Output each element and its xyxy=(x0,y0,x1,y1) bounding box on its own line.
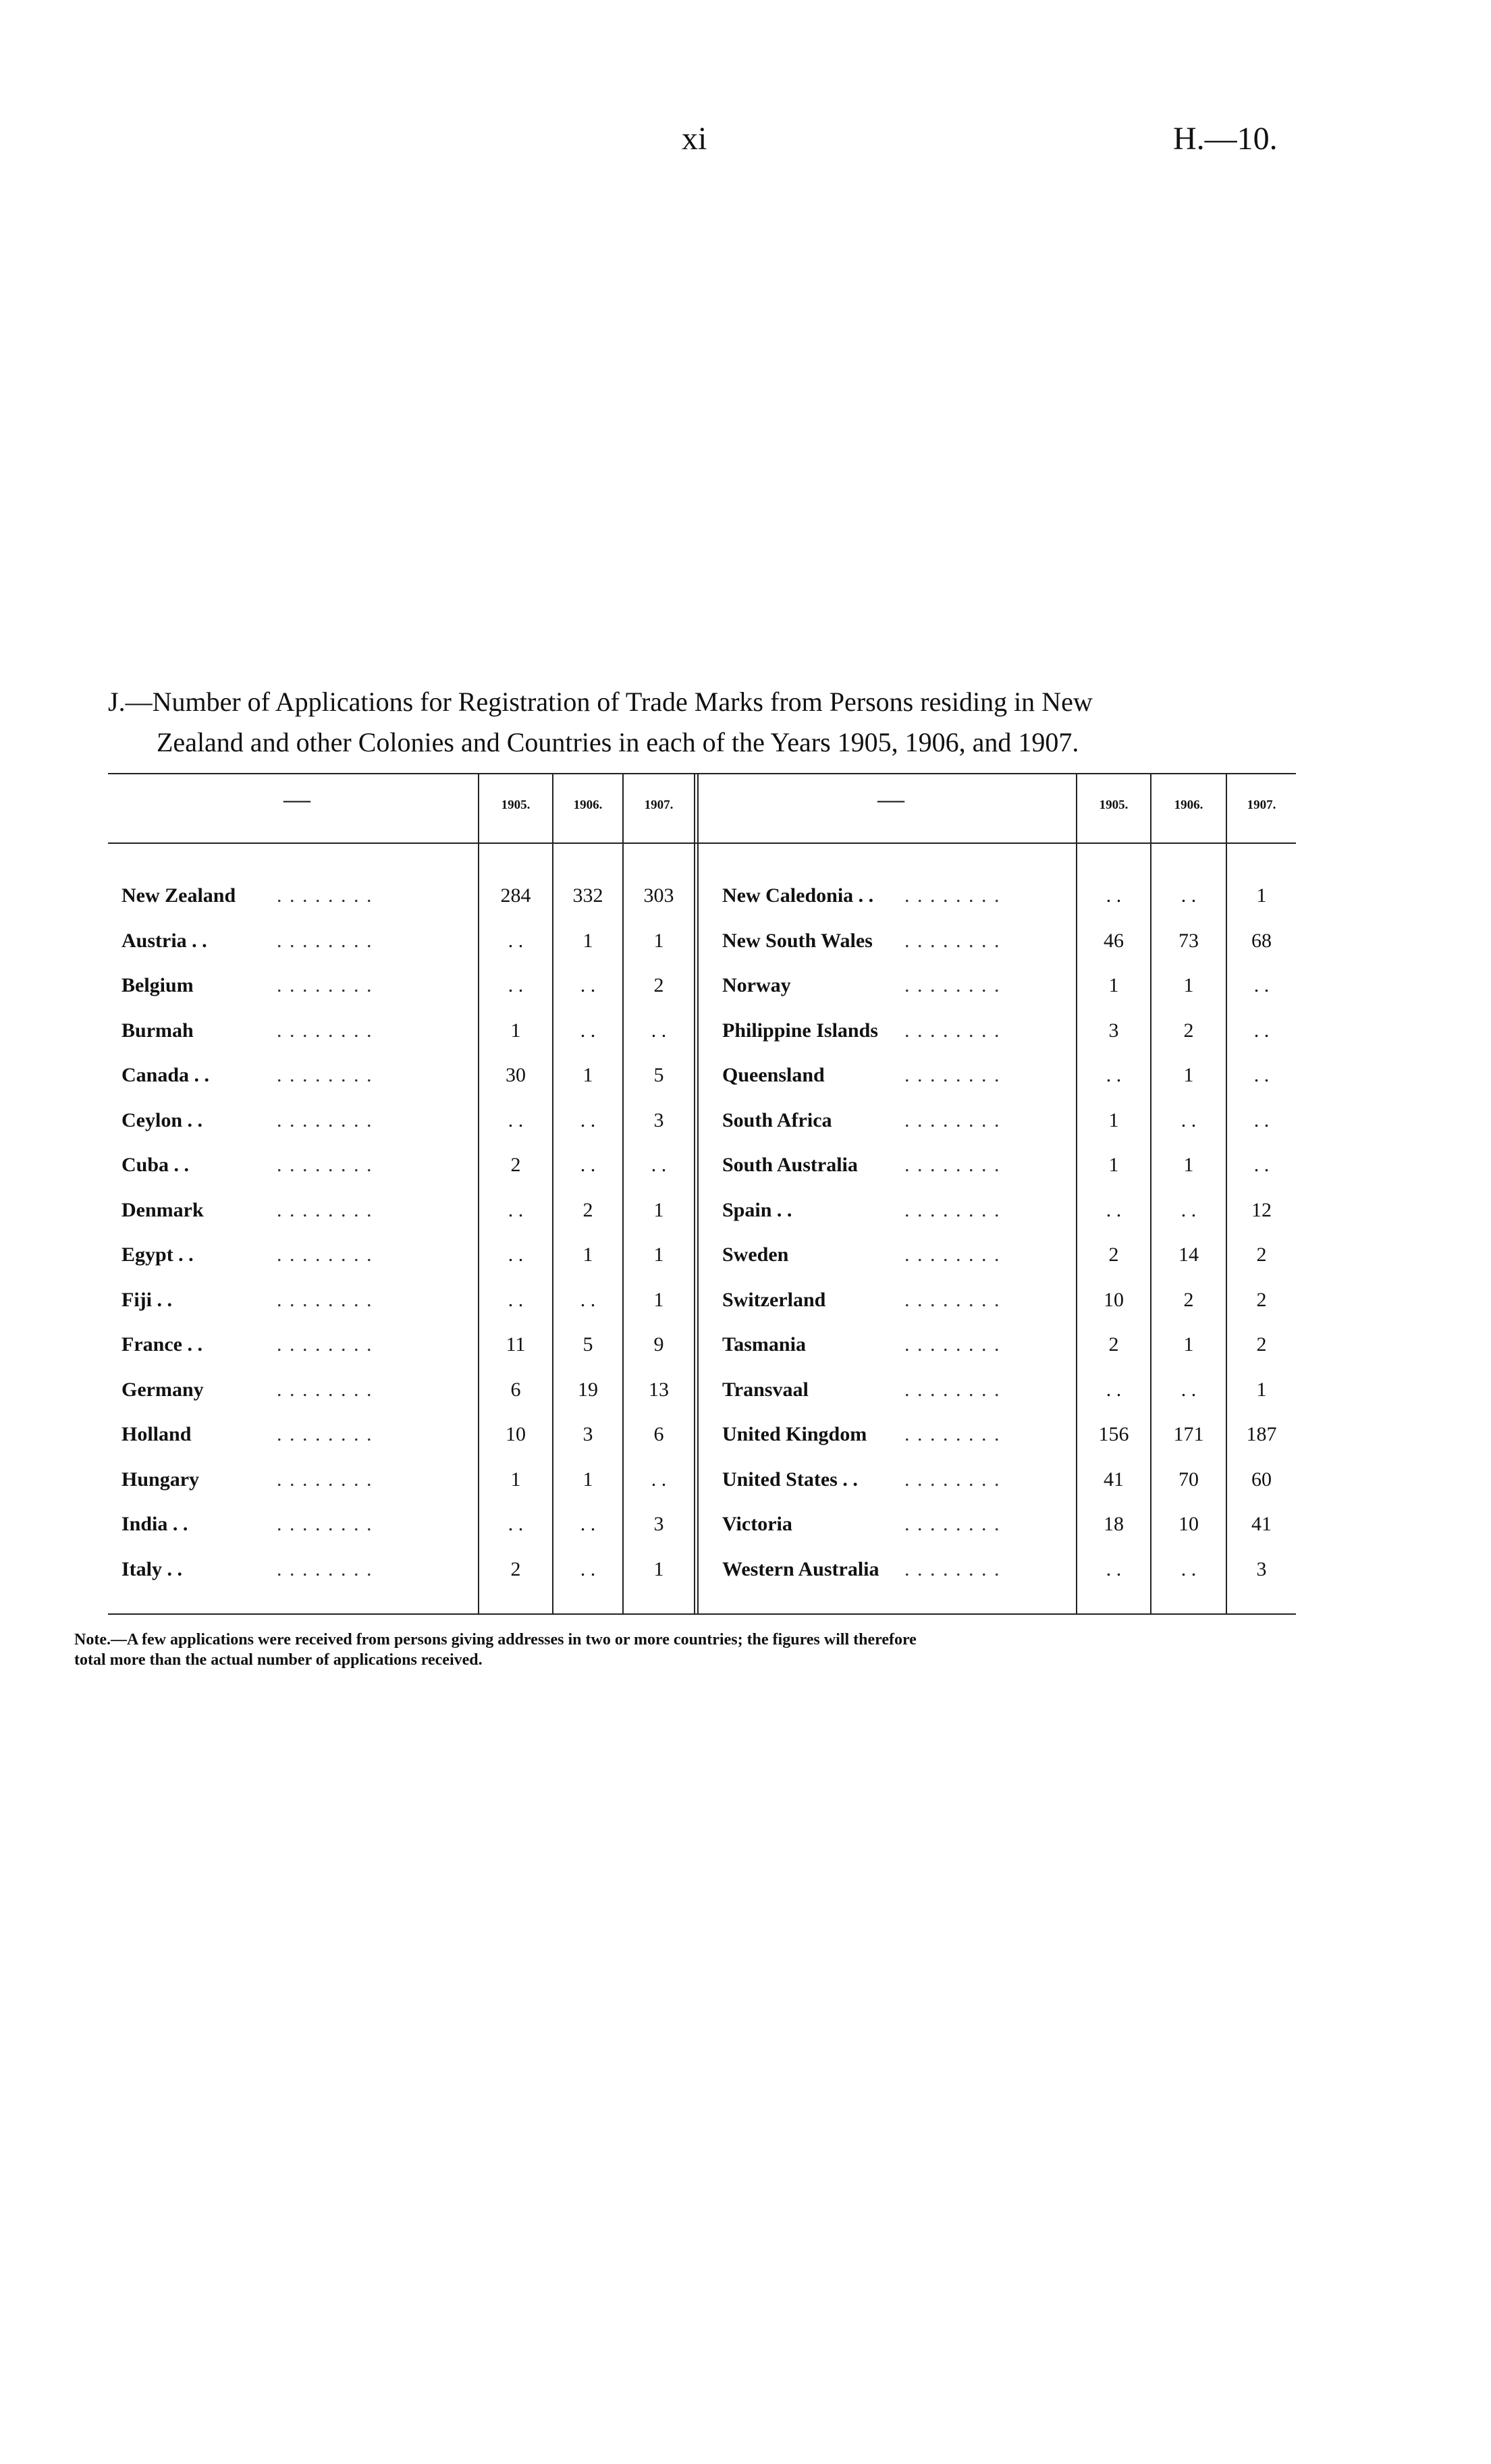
value-1906: . . xyxy=(580,974,596,996)
country-name: Sweden xyxy=(722,1243,789,1266)
value-1906: 3 xyxy=(582,1423,593,1445)
country-name: South Africa xyxy=(722,1108,832,1131)
value-1906: 73 xyxy=(1178,929,1199,952)
dot-leaders: . . . . . . . . xyxy=(277,1019,373,1042)
value-1907: 60 xyxy=(1251,1468,1272,1491)
dot-leaders: . . . . . . . . xyxy=(904,1108,1001,1131)
value-1907: 2 xyxy=(1256,1243,1267,1266)
country-name: United Kingdom xyxy=(722,1423,867,1445)
value-1907: 187 xyxy=(1246,1423,1277,1445)
value-1907: 3 xyxy=(653,1513,664,1535)
value-1906: 2 xyxy=(1183,1019,1194,1042)
right-table-row xyxy=(108,1064,1296,1104)
dot-leaders: . . . . . . . . xyxy=(277,1333,373,1356)
dot-leaders: . . . . . . . . xyxy=(904,929,1001,952)
left-header-1906: 1906. xyxy=(573,798,603,812)
value-1905: 11 xyxy=(506,1333,526,1356)
value-1905: . . xyxy=(1106,1557,1122,1580)
country-name: United States . . xyxy=(722,1468,858,1491)
value-1905: 41 xyxy=(1104,1468,1124,1491)
country-name: Spain . . xyxy=(722,1198,792,1221)
value-1907: 1 xyxy=(1256,1378,1267,1401)
value-1905: 10 xyxy=(1104,1288,1124,1311)
value-1905: . . xyxy=(508,974,524,996)
dot-leaders: . . . . . . . . xyxy=(277,1288,373,1311)
right-table-row xyxy=(108,1154,1296,1194)
dot-leaders: . . . . . . . . xyxy=(277,884,373,907)
right-header-1905: 1905. xyxy=(1099,798,1129,812)
value-1905: . . xyxy=(508,1198,524,1221)
value-1905: 1 xyxy=(1108,974,1119,996)
value-1905: 1 xyxy=(1108,1154,1119,1176)
country-name: Transvaal xyxy=(722,1378,809,1401)
value-1907: 2 xyxy=(1256,1288,1267,1311)
right-table-row xyxy=(108,1243,1296,1284)
country-name: Queensland xyxy=(722,1064,825,1086)
dot-leaders: . . . . . . . . xyxy=(904,1468,1001,1491)
table-title xyxy=(108,682,1296,763)
value-1905: 2 xyxy=(510,1557,521,1580)
value-1907: 68 xyxy=(1251,929,1272,952)
value-1905: 6 xyxy=(510,1378,521,1401)
value-1907: 2 xyxy=(1256,1333,1267,1356)
country-name: Victoria xyxy=(722,1513,792,1535)
right-header-1907: 1907. xyxy=(1247,798,1276,812)
value-1907: 2 xyxy=(653,974,664,996)
value-1906: . . xyxy=(1181,1198,1197,1221)
value-1907: . . xyxy=(1253,1108,1270,1131)
value-1905: 10 xyxy=(506,1423,526,1445)
country-name: Egypt . . xyxy=(121,1243,194,1266)
applications-table xyxy=(108,770,1296,1617)
right-header-1906: 1906. xyxy=(1174,798,1203,812)
value-1907: . . xyxy=(1253,1019,1270,1042)
value-1906: 2 xyxy=(582,1198,593,1221)
table-note xyxy=(74,1630,1289,1670)
dot-leaders: . . . . . . . . xyxy=(904,1557,1001,1580)
dot-leaders: . . . . . . . . xyxy=(904,974,1001,996)
dot-leaders: . . . . . . . . xyxy=(904,1423,1001,1445)
value-1906: . . xyxy=(580,1019,596,1042)
table-top-rule xyxy=(108,773,1296,774)
value-1905: . . xyxy=(1106,1378,1122,1401)
value-1905: . . xyxy=(508,1108,524,1131)
value-1905: 30 xyxy=(506,1064,526,1086)
dot-leaders: . . . . . . . . xyxy=(277,1423,373,1445)
value-1905: . . xyxy=(508,929,524,952)
value-1907: 1 xyxy=(653,929,664,952)
value-1906: . . xyxy=(1181,1378,1197,1401)
value-1906: 2 xyxy=(1183,1288,1194,1311)
left-header-1905: 1905. xyxy=(501,798,531,812)
value-1905: 1 xyxy=(510,1468,521,1491)
dot-leaders: . . . . . . . . xyxy=(277,1108,373,1131)
dot-leaders: . . . . . . . . xyxy=(277,929,373,952)
dot-leaders: . . . . . . . . xyxy=(277,1154,373,1176)
value-1907: . . xyxy=(651,1154,667,1176)
page-reference: H.—10. xyxy=(1173,121,1278,157)
value-1905: 2 xyxy=(1108,1333,1119,1356)
value-1905: 3 xyxy=(1108,1019,1119,1042)
dot-leaders: . . . . . . . . xyxy=(277,1513,373,1535)
value-1905: 46 xyxy=(1104,929,1124,952)
dot-leaders: . . . . . . . . xyxy=(277,1468,373,1491)
right-name-header: — xyxy=(877,784,904,814)
country-name: Philippine Islands xyxy=(722,1019,878,1042)
value-1905: 2 xyxy=(510,1154,521,1176)
value-1907: . . xyxy=(651,1019,667,1042)
right-table-row xyxy=(108,1199,1296,1239)
country-name: Cuba . . xyxy=(121,1154,190,1176)
right-table-row xyxy=(108,1513,1296,1553)
value-1906: . . xyxy=(580,1557,596,1580)
value-1906: 14 xyxy=(1178,1243,1199,1266)
value-1906: 1 xyxy=(582,1468,593,1491)
value-1905: 2 xyxy=(1108,1243,1119,1266)
value-1907: 12 xyxy=(1251,1198,1272,1221)
country-name: Italy . . xyxy=(121,1557,182,1580)
value-1906: 70 xyxy=(1178,1468,1199,1491)
value-1905: . . xyxy=(1106,1198,1122,1221)
value-1907: 1 xyxy=(1256,884,1267,907)
dot-leaders: . . . . . . . . xyxy=(904,1198,1001,1221)
dot-leaders: . . . . . . . . xyxy=(904,1154,1001,1176)
value-1906: 10 xyxy=(1178,1513,1199,1535)
left-name-header: — xyxy=(283,784,310,814)
right-table-row xyxy=(108,1109,1296,1150)
right-table-row xyxy=(108,1333,1296,1374)
value-1907: 9 xyxy=(653,1333,664,1356)
left-header-1907: 1907. xyxy=(644,798,674,812)
table-header-rule xyxy=(108,842,1296,844)
note-line-2: total more than the actual number of applications received. xyxy=(74,1651,483,1669)
dot-leaders: . . . . . . . . xyxy=(904,1064,1001,1086)
dot-leaders: . . . . . . . . xyxy=(904,1513,1001,1535)
value-1907: 1 xyxy=(653,1557,664,1580)
dot-leaders: . . . . . . . . xyxy=(277,1243,373,1266)
value-1906: 1 xyxy=(1183,1333,1194,1356)
value-1905: 1 xyxy=(510,1019,521,1042)
value-1906: . . xyxy=(1181,1557,1197,1580)
value-1907: 303 xyxy=(643,884,674,907)
value-1906: . . xyxy=(580,1288,596,1311)
dot-leaders: . . . . . . . . xyxy=(277,1064,373,1086)
value-1905: . . xyxy=(508,1513,524,1535)
value-1907: 13 xyxy=(649,1378,669,1401)
value-1907: 1 xyxy=(653,1198,664,1221)
value-1906: 1 xyxy=(1183,1064,1194,1086)
right-table-row xyxy=(108,1378,1296,1419)
value-1907: 1 xyxy=(653,1288,664,1311)
country-name: Holland xyxy=(121,1423,192,1445)
country-name: Belgium xyxy=(121,974,194,996)
value-1905: 1 xyxy=(1108,1108,1119,1131)
table-bottom-rule xyxy=(108,1613,1296,1615)
value-1907: . . xyxy=(1253,1154,1270,1176)
dot-leaders: . . . . . . . . xyxy=(904,1288,1001,1311)
right-table-row xyxy=(108,1019,1296,1060)
country-name: Tasmania xyxy=(722,1333,806,1356)
dot-leaders: . . . . . . . . xyxy=(904,1333,1001,1356)
value-1905: . . xyxy=(1106,884,1122,907)
country-name: New South Wales xyxy=(722,929,873,952)
value-1907: . . xyxy=(1253,974,1270,996)
country-name: Fiji . . xyxy=(121,1288,172,1311)
value-1906: 1 xyxy=(582,1243,593,1266)
country-name: France . . xyxy=(121,1333,202,1356)
right-table-row xyxy=(108,1558,1296,1599)
value-1906: . . xyxy=(580,1154,596,1176)
value-1907: 3 xyxy=(1256,1557,1267,1580)
country-name: Western Australia xyxy=(722,1557,879,1580)
value-1905: . . xyxy=(1106,1064,1122,1086)
value-1907: 1 xyxy=(653,1243,664,1266)
dot-leaders: . . . . . . . . xyxy=(277,974,373,996)
dot-leaders: . . . . . . . . xyxy=(277,1198,373,1221)
value-1905: 284 xyxy=(500,884,531,907)
country-name: India . . xyxy=(121,1513,188,1535)
value-1906: 1 xyxy=(1183,1154,1194,1176)
value-1906: 332 xyxy=(572,884,603,907)
dot-leaders: . . . . . . . . xyxy=(277,1378,373,1401)
dot-leaders: . . . . . . . . xyxy=(904,1378,1001,1401)
country-name: Denmark xyxy=(121,1198,204,1221)
country-name: Ceylon . . xyxy=(121,1108,202,1131)
value-1906: 171 xyxy=(1173,1423,1204,1445)
right-table-row xyxy=(108,974,1296,1015)
title-line-2: Zealand and other Colonies and Countries in each of the Years 1905, 1906, and 1907. xyxy=(157,727,1079,757)
country-name: Canada . . xyxy=(121,1064,210,1086)
page-number: xi xyxy=(682,121,707,157)
value-1906: 19 xyxy=(578,1378,598,1401)
country-name: South Australia xyxy=(722,1154,858,1176)
value-1907: 5 xyxy=(653,1064,664,1086)
right-table-row xyxy=(108,1289,1296,1329)
right-table-row xyxy=(108,1468,1296,1509)
value-1907: . . xyxy=(651,1468,667,1491)
value-1906: . . xyxy=(1181,884,1197,907)
country-name: New Caledonia . . xyxy=(722,884,874,907)
value-1905: . . xyxy=(508,1288,524,1311)
value-1906: 1 xyxy=(582,1064,593,1086)
dot-leaders: . . . . . . . . xyxy=(904,1019,1001,1042)
value-1906: 5 xyxy=(582,1333,593,1356)
value-1906: . . xyxy=(580,1513,596,1535)
right-table-row xyxy=(108,930,1296,970)
country-name: Germany xyxy=(121,1378,204,1401)
value-1907: . . xyxy=(1253,1064,1270,1086)
value-1907: 6 xyxy=(653,1423,664,1445)
country-name: Switzerland xyxy=(722,1288,826,1311)
country-name: Hungary xyxy=(121,1468,200,1491)
country-name: New Zealand xyxy=(121,884,236,907)
right-table-row xyxy=(108,1423,1296,1464)
note-line-1: Note.—A few applications were received from persons giving addresses in two or more countries; the figures will therefore xyxy=(74,1631,917,1649)
right-table-row xyxy=(108,884,1296,925)
value-1906: . . xyxy=(580,1108,596,1131)
value-1905: 18 xyxy=(1104,1513,1124,1535)
value-1906: 1 xyxy=(1183,974,1194,996)
country-name: Austria . . xyxy=(121,929,207,952)
dot-leaders: . . . . . . . . xyxy=(277,1557,373,1580)
value-1907: 3 xyxy=(653,1108,664,1131)
title-line-1: J.—Number of Applications for Registration of Trade Marks from Persons residing in New xyxy=(108,687,1093,717)
country-name: Burmah xyxy=(121,1019,194,1042)
value-1906: . . xyxy=(1181,1108,1197,1131)
value-1906: 1 xyxy=(582,929,593,952)
value-1907: 41 xyxy=(1251,1513,1272,1535)
value-1905: . . xyxy=(508,1243,524,1266)
dot-leaders: . . . . . . . . xyxy=(904,884,1001,907)
value-1905: 156 xyxy=(1098,1423,1129,1445)
dot-leaders: . . . . . . . . xyxy=(904,1243,1001,1266)
country-name: Norway xyxy=(722,974,791,996)
